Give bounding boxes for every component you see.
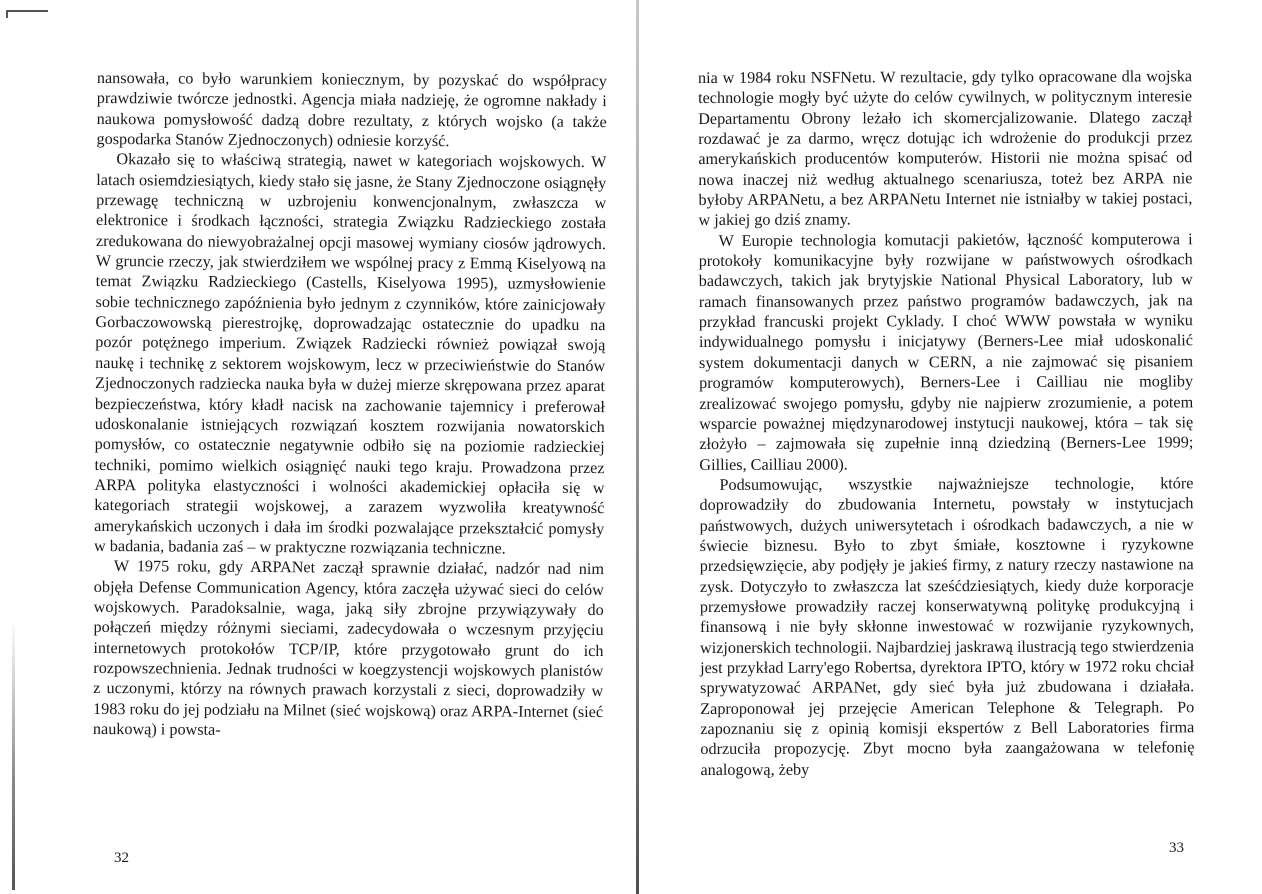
paragraph: nia w 1984 roku NSFNetu. W rezultacie, gdy tylko opracowane dla wojska technologie mogły być użyte do celów cywilnych, w politycznym interesie Departamentu Obrony leżało ich skomercjalizowanie. Dlatego zaczął rozdawać je za darmo, wręcz dotując ich wdrożenie do produkcji przez amerykańskich producentów komputerów. Historii nie można spisać od nowa inaczej niż według aktualnego scenariusza, toteż bez ARPA nie byłoby ARPANetu, a bez ARPANetu Internet nie istniałby w takiej postaci, w jakiej go dziś znamy. xyxy=(698,67,1193,230)
right-page-number: 33 xyxy=(1169,840,1184,856)
left-page-number: 32 xyxy=(114,850,129,866)
paragraph: Okazało się to właściwą strategią, nawet w kategoriach wojskowych. W latach osiemdziesiątych, kiedy stało się jasne, że Stany Zjednoczone osiągnęły przewagę techniczną w uzbrojeniu konwencjonalnym, zwłaszcza w elektronice i środkach łączności, strategia Związku Radzieckiego została zredukowana do niewyobrażalnej opcji masowej wymiany ciosów jądrowych. W gruncie rzeczy, jak stwierdziłem we wspólnej pracy z Emmą Kiselyową na temat Związku Radzieckiego (Castells, Kiselyowa 1995), uzmysłowienie sobie technicznego zapóźnienia było jednym z czynników, które zainicjowały Gorbaczowowską pierestrojkę, doprowadzając ostatecznie do upadku na pozór potężnego imperium. Związek Radziecki również powiązał swoją naukę i technikę z sektorem wojskowym, lecz w przeciwieństwie do Stanów Zjednoczonych radziecka nauka była w dużej mierze skrępowana przez aparat bezpieczeństwa, który kładł nacisk na zachowanie tajemnicy i preferował udoskonalanie istniejących rozwiązań kosztem rozwijania nowatorskich pomysłów, co ostatecznie negatywnie odbiło się na poziomie radzieckiej techniki, pomimo wielkich osiągnięć nauki tego kraju. Prowadzona przez ARPA polityka elastyczności i wolności akademickiej opłaciła się w kategoriach strategii wojskowej, a zarazem wyzwoliła kreatywność amerykańskich uczonych i dała im środki pozwalające przekształcić pomysły w badania, badania zaś – w praktyczne rozwiązania techniczne. xyxy=(94,150,607,558)
paragraph: nansowała, co było warunkiem koniecznym, by pozyskać do współpracy prawdziwie twórcze jednostki. Agencja miała nadzieję, że ogromne nakłady i naukowa pomysłowość dadzą dobre rezultaty, z których wojsko (a także gospodarka Stanów Zjednoczonych) odniesie korzyść. xyxy=(96,68,607,151)
right-page-text xyxy=(698,66,1194,780)
paragraph: Podsumowując, wszystkie najważniejsze technologie, które doprowadziły do zbudowania Internetu, powstały w instytucjach państwowych, dużych uniwersytetach i ośrodkach badawczych, a nie w świecie biznesu. Było to zbyt śmiałe, kosztowne i ryzykowne przedsięwzięcie, aby podjęły je jakieś firmy, z natury rzeczy nastawione na zysk. Dotyczyło to zwłaszcza lat sześćdziesiątych, kiedy duże korporacje przemysłowe prowadziły raczej konserwatywną politykę produkcyjną i finansową i nie były skłonne inwestować w rozwijanie ryzykownych, wizjonerskich technologii. Najbardziej jaskrawą ilustracją tego stwierdzenia jest przykład Larry'ego Robertsa, dyrektora IPTO, który w 1972 roku chciał sprywatyzować ARPANet, gdy sieć była już zbudowana i działała. Zaproponował jej przejęcie American Telephone & Telegraph. Po zapoznaniu się z opinią komisji ekspertów z Bell Laboratories firma odrzuciła propozycję. Zbyt mocno była zaangażowana w telefonię analogową, żeby xyxy=(699,474,1195,779)
paragraph: W 1975 roku, gdy ARPANet zaczął sprawnie działać, nadzór nad nim objęła Defense Communication Agency, która zaczęła używać sieci do celów wojskowych. Paradoksalnie, waga, jaką siły zbrojne przywiązywały do połączeń między różnymi sieciami, zadecydowała o wczesnym przyjęciu internetowych protokołów TCP/IP, które przygotowało grunt do ich rozpowszechnienia. Jednak trudności w koegzystencji wojskowych planistów z uczonymi, którzy na równych prawach korzystali z sieci, doprowadziły w 1983 roku do jej podziału na Milnet (sieć wojskową) oraz ARPA-Internet (sieć naukową) i powsta- xyxy=(92,557,605,739)
book-gutter xyxy=(636,0,639,894)
scan-corner-mark xyxy=(6,10,48,18)
left-page-text xyxy=(93,68,607,742)
paragraph: W Europie technologia komutacji pakietów, łączność komputerowa i protokoły komunikacyjne były rozwijane w państwowych ośrodkach badawczych, takich jak brytyjskie National Physical Laboratory, lub w ramach finansowanych przez państwo programów badawczych, jak na przykład francuski projekt Cyklady. I choć WWW powstała w wyniku indywidualnego pomysłu i inicjatywy (Berners-Lee miał udoskonalić system dokumentacji danych w CERN, a nie zajmować się pisaniem programów komputerowych), Berners-Lee i Cailliau nie mogliby zrealizować swojego pomysłu, gdyby nie najpierw zrozumienie, a potem wsparcie poważnej międzynarodowej instytucji naukowej, która – tak się złożyło – zajmowała się zupełnie inną dziedziną (Berners-Lee 1999; Gillies, Cailliau 2000). xyxy=(698,230,1194,474)
scan-edge-shadow xyxy=(12,620,15,890)
